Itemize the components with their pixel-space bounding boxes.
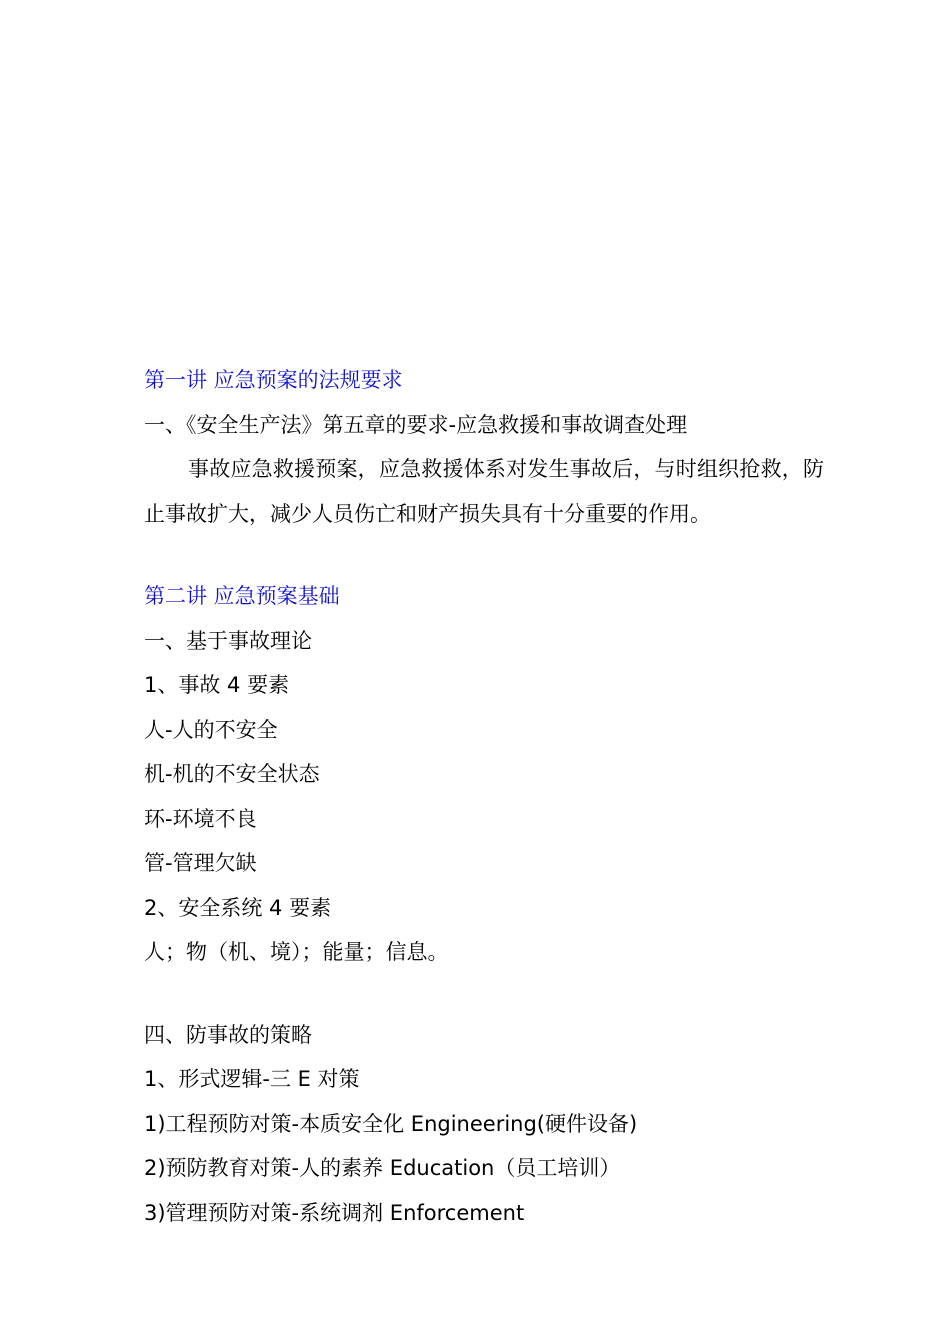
spacer — [144, 536, 824, 574]
section-2-line: 1、事故 4 要素 — [144, 673, 290, 697]
section-2-line: 机-机的不安全状态 — [144, 762, 320, 786]
section-4-line: 1)工程预防对策-本质安全化 Engineering(硬件设备) — [144, 1111, 638, 1136]
document-page — [144, 358, 824, 1235]
section-1-title: 第一讲 应急预案的法规要求 — [144, 368, 403, 392]
section-4-line: 2)预防教育对策-人的素养 Education（员工培训） — [144, 1156, 621, 1180]
section-2-line: 一、基于事故理论 — [144, 628, 312, 653]
section-2-line: 人；物（机、境）；能量；信息。 — [144, 940, 449, 964]
section-2-line: 管-管理欠缺 — [144, 851, 257, 875]
section-2-line: 人-人的不安全 — [144, 717, 278, 742]
section-2-title: 第二讲 应急预案基础 — [144, 584, 340, 608]
section-1-item-1: 一、《安全生产法》第五章的要求-应急救援和事故调查处理 — [144, 412, 688, 437]
section-4-line: 1、形式逻辑-三 E 对策 — [144, 1067, 360, 1091]
section-2-line: 2、安全系统 4 要素 — [144, 895, 332, 920]
section-1-paragraph: 事故应急救援预案，应急救援体系对发生事故后，与时组织抢救，防止事故扩大，减少人员伤亡和财产损失具有十分重要的作用。 — [144, 457, 824, 526]
spacer — [144, 975, 824, 1013]
section-4-line: 3)管理预防对策-系统调剂 Enforcement — [144, 1200, 525, 1225]
section-2-line: 环-环境不良 — [144, 806, 257, 831]
section-4-line: 四、防事故的策略 — [144, 1022, 312, 1047]
